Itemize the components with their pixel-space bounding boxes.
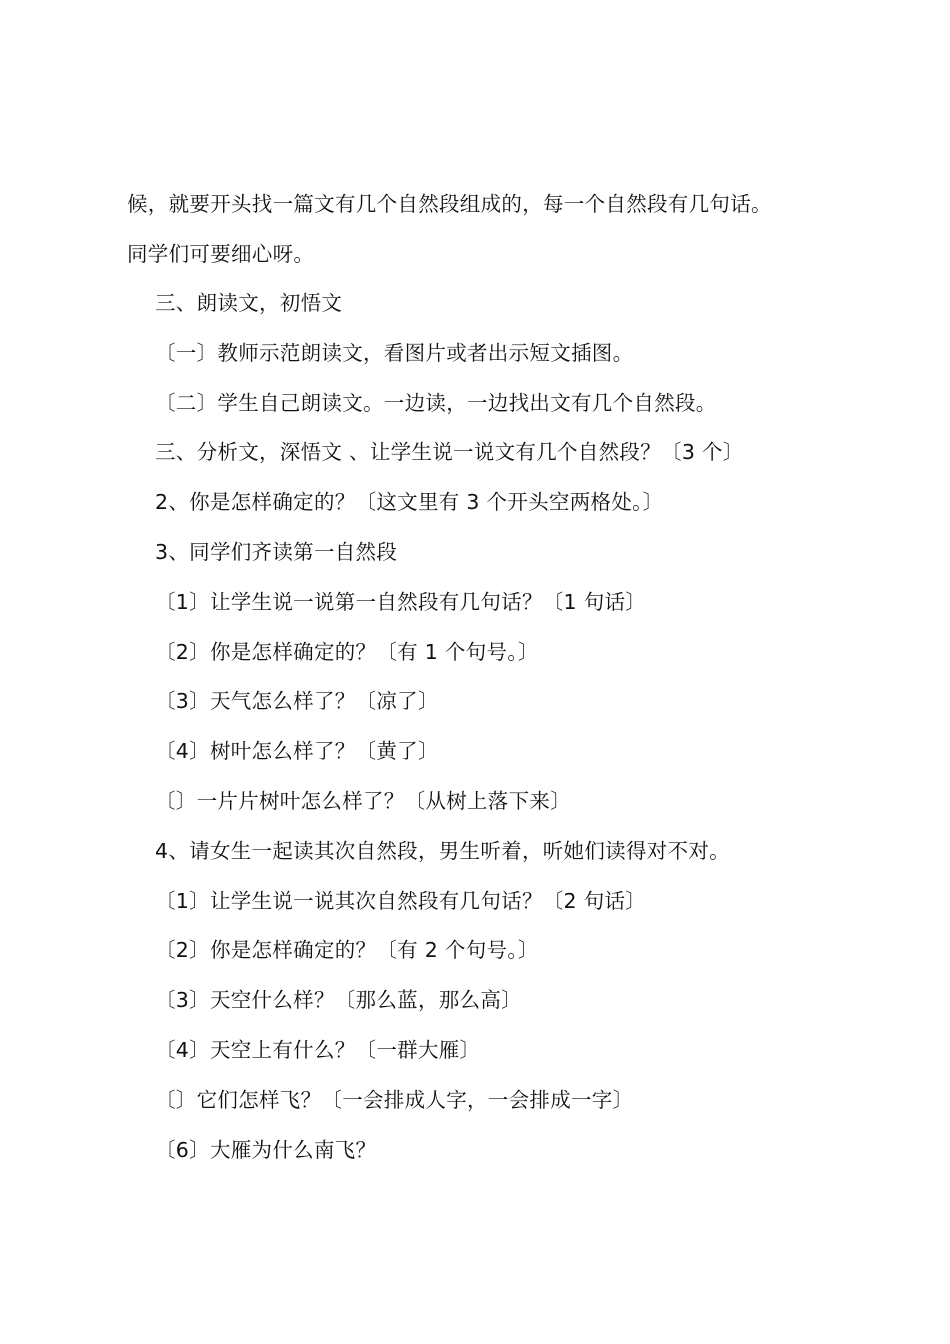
- text-line-4: 〔一〕教师示范朗读文，看图片或者出示短文插图。: [155, 341, 634, 365]
- text-line-14: 4、请女生一起读其次自然段，男生听着，听她们读得对不对。: [155, 839, 730, 863]
- text-line-12: 〔4〕树叶怎么样了？〔黄了〕: [155, 739, 439, 763]
- section-heading-analysis: 三、分析文，深悟文 、让学生说一说文有几个自然段？〔3 个〕: [155, 440, 744, 464]
- text-line-17: 〔3〕天空什么样？〔那么蓝，那么高〕: [155, 988, 522, 1012]
- text-line-5: 〔二〕学生自己朗读文。一边读，一边找出文有几个自然段。: [155, 391, 717, 415]
- section-heading-reading: 三、朗读文，初悟文: [155, 291, 343, 315]
- text-line-16: 〔2〕你是怎样确定的？〔有 2 个句号。〕: [155, 938, 539, 962]
- text-line-2: 同学们可要细心呀。: [127, 242, 315, 266]
- text-line-10: 〔2〕你是怎样确定的？〔有 1 个句号。〕: [155, 640, 539, 664]
- text-line-9: 〔1〕让学生说一说第一自然段有几句话？〔1 句话〕: [155, 590, 647, 614]
- text-line-7: 2、你是怎样确定的？〔这文里有 3 个开头空两格处。〕: [155, 490, 664, 514]
- text-line-19: 〔〕它们怎样飞？〔一会排成人字，一会排成一字〕: [155, 1088, 634, 1112]
- text-line-18: 〔4〕天空上有什么？〔一群大雁〕: [155, 1038, 481, 1062]
- text-line-20: 〔6〕大雁为什么南飞？: [155, 1138, 377, 1162]
- text-line-11: 〔3〕天气怎么样了？〔凉了〕: [155, 689, 439, 713]
- text-line-8: 3、同学们齐读第一自然段: [155, 540, 398, 564]
- text-line-15: 〔1〕让学生说一说其次自然段有几句话？〔2 句话〕: [155, 889, 647, 913]
- text-line-1: 候，就要开头找一篇文有几个自然段组成的，每一个自然段有几句话。: [127, 192, 772, 216]
- text-line-13: 〔〕一片片树叶怎么样了？〔从树上落下来〕: [155, 789, 571, 813]
